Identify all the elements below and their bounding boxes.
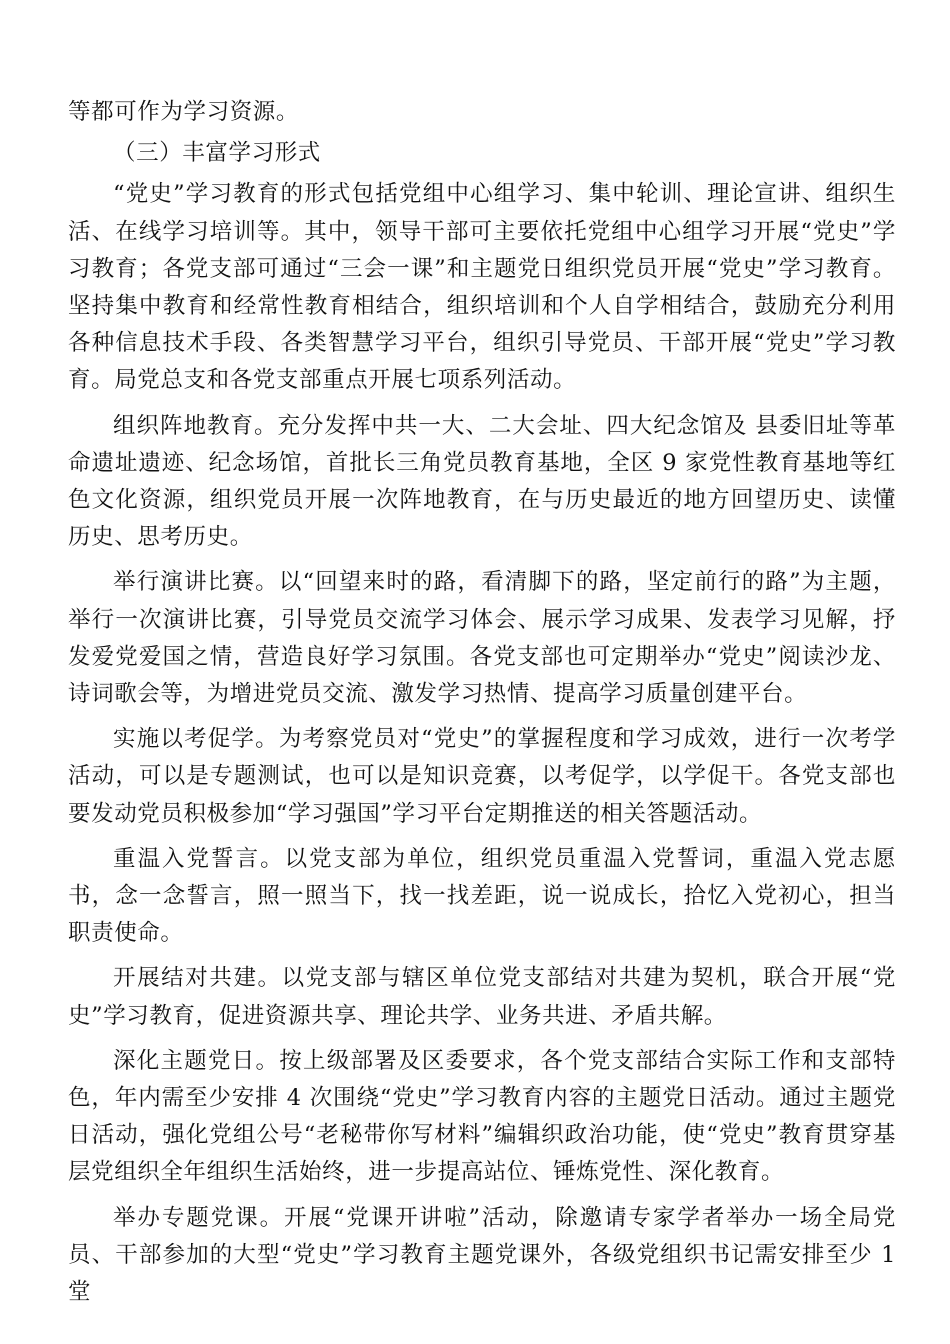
- paragraph-learning-forms: “党史”学习教育的形式包括党组中心组学习、集中轮训、理论宣讲、组织生活、在线学习培训等。其中，领导干部可主要依托党组中心组学习开展“党史”学习教育；各党支部可通过“三会一课”和主题党日组织党员开展“党史”学习教育。坚持集中教育和经常性教育相结合，组织培训和个人自学相结合，鼓励充分利用各种信息技术手段、各类智慧学习平台，组织引导党员、干部开展“党史”学习教育。局党总支和各党支部重点开展七项系列活动。: [68, 181, 896, 394]
- section-heading: （三）丰富学习形式: [113, 140, 321, 167]
- paragraph-continuation: 等都可作为学习资源。: [68, 99, 300, 125]
- paragraph-speech-contest: 举行演讲比赛。以“回望来时的路，看清脚下的路，坚定前行的路”为主题，举行一次演讲比赛，引导党员交流学习体会、展示学习成果、发表学习见解，抒发爱党爱国之情，营造良好学习氛围。各党支部也可定期举办“党史”阅读沙龙、诗词歌会等，为增进党员交流、激发学习热情、提高学习质量创建平台。: [68, 569, 896, 708]
- paragraph-oath-review: 重温入党誓言。以党支部为单位，组织党员重温入党誓词，重温入党志愿书，念一念誓言，照一照当下，找一找差距，说一说成长，拾忆入党初心，担当职责使命。: [68, 845, 896, 947]
- paragraph-exam-promote-learning: 实施以考促学。为考察党员对“党史”的掌握程度和学习成效，进行一次考学活动，可以是专题测试，也可以是知识竞赛，以考促学，以学促干。各党支部也要发动党员积极参加“学习强国”学习平台定期推送的相关答题活动。: [68, 726, 896, 827]
- paragraph-party-lecture: 举办专题党课。开展“党课开讲啦”活动，除邀请专家学者举办一场全局党员、干部参加的大型“党史”学习教育主题党课外，各级党组织书记需安排至少 1 堂: [68, 1204, 896, 1306]
- paragraph-site-education: 组织阵地教育。充分发挥中共一大、二大会址、四大纪念馆及 县委旧址等革命遗址遗迹、纪念场馆，首批长三角党员教育基地，全区 9 家党性教育基地等红色文化资源，组织党员开展一次阵地教育，在与历史最近的地方回望历史、读懂历史、思考历史。: [68, 412, 896, 551]
- paragraph-theme-party-day: 深化主题党日。按上级部署及区委要求，各个党支部结合实际工作和支部特色，年内需至少安排 4 次围绕“党史”学习教育内容的主题党日活动。通过主题党日活动，强化党组公号“老秘带你写材料”编辑织政治功能，使“党史”教育贯穿基层党组织全年组织生活始终，进一步提高站位、锤炼党性、深化教育。: [68, 1047, 896, 1186]
- document-body: [68, 94, 896, 1311]
- paragraph-paired-building: 开展结对共建。以党支部与辖区单位党支部结对共建为契机，联合开展“党史”学习教育，促进资源共享、理论共学、业务共进、矛盾共解。: [68, 965, 896, 1029]
